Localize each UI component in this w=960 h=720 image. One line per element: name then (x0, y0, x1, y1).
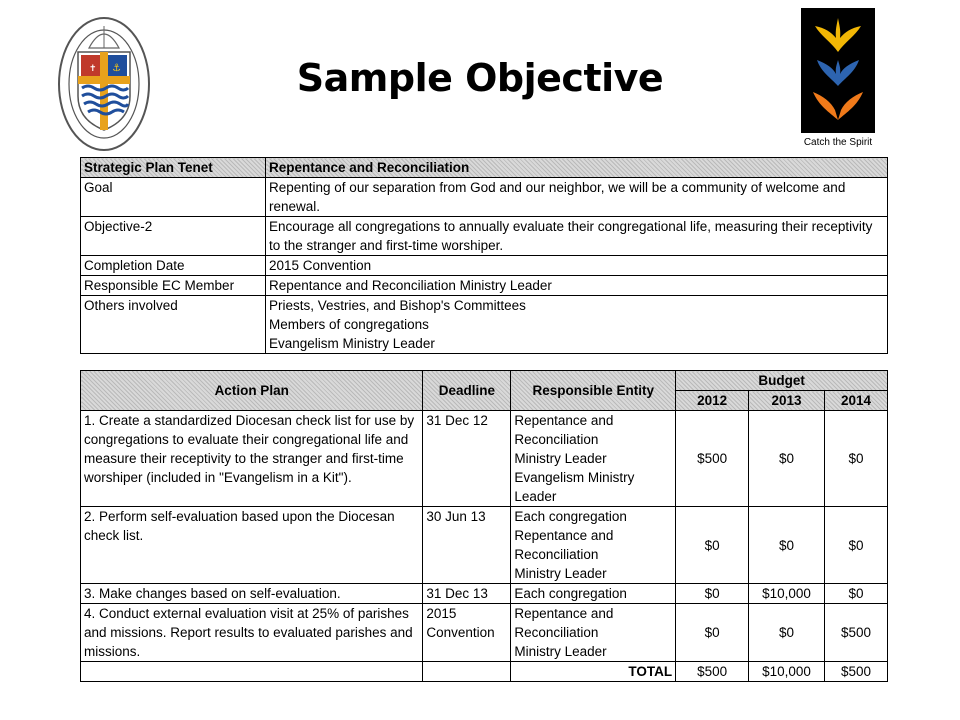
responsible-entity-cell: Each congregation (511, 584, 676, 604)
budget-cell: $0 (749, 507, 825, 584)
total-2012: $500 (676, 662, 749, 682)
header-tenet-label: Strategic Plan Tenet (81, 158, 266, 178)
others-involved-line: Priests, Vestries, and Bishop's Committees (269, 298, 526, 313)
logo-caption: Catch the Spirit (803, 137, 873, 148)
svg-text:⚓: ⚓ (112, 63, 121, 74)
action-plan-cell: 3. Make changes based on self-evaluation. (81, 584, 423, 604)
others-involved-label: Others involved (81, 296, 266, 354)
others-involved-line: Evangelism Ministry Leader (269, 336, 435, 351)
budget-cell: $0 (676, 507, 749, 584)
table-row (81, 296, 888, 354)
action-plan-cell: 1. Create a standardized Diocesan check list for use by congregations to evaluate their congregational life and measure their receptivity to the stranger and first-time worshiper (included in "Evangelism in a Kit"). (81, 411, 423, 507)
header-year-2013: 2013 (749, 391, 825, 411)
empty-cell (423, 662, 511, 682)
responsible-entity-cell (511, 604, 676, 662)
deadline-cell: 31 Dec 12 (423, 411, 511, 507)
total-2014: $500 (825, 662, 888, 682)
objective-value: Encourage all congregations to annually evaluate their congregational life, measuring their receptivity to the stranger and first-time worshiper. (266, 217, 888, 256)
goal-label: Goal (81, 178, 266, 217)
table-row (81, 604, 888, 662)
table-header-row (81, 158, 888, 178)
header-action-plan: Action Plan (81, 371, 423, 411)
entity-line: Repentance and Reconciliation (514, 528, 614, 562)
page-title: Sample Objective (296, 56, 664, 100)
header-year-2014: 2014 (825, 391, 888, 411)
action-plan-table (80, 370, 888, 682)
strategic-plan-table (80, 157, 888, 354)
budget-cell: $0 (676, 604, 749, 662)
budget-cell: $0 (749, 604, 825, 662)
total-2013: $10,000 (749, 662, 825, 682)
budget-cell: $500 (825, 604, 888, 662)
responsible-member-value: Repentance and Reconciliation Ministry Leader (266, 276, 888, 296)
total-row (81, 662, 888, 682)
header-year-2012: 2012 (676, 391, 749, 411)
header-budget: Budget (676, 371, 888, 391)
deadline-cell: 2015 Convention (423, 604, 511, 662)
table-header-row (81, 371, 888, 391)
budget-cell: $500 (676, 411, 749, 507)
entity-line: Ministry Leader (514, 566, 607, 581)
action-plan-cell: 4. Conduct external evaluation visit at 25% of parishes and missions. Report results to evaluated parishes and missions. (81, 604, 423, 662)
responsible-member-label: Responsible EC Member (81, 276, 266, 296)
budget-cell: $10,000 (749, 584, 825, 604)
total-label: TOTAL (511, 662, 676, 682)
deadline-cell: 30 Jun 13 (423, 507, 511, 584)
entity-line: Repentance and Reconciliation (514, 413, 614, 447)
table-row (81, 276, 888, 296)
responsible-entity-cell (511, 507, 676, 584)
objective-label: Objective-2 (81, 217, 266, 256)
budget-cell: $0 (825, 411, 888, 507)
table-row (81, 217, 888, 256)
responsible-entity-cell (511, 411, 676, 507)
header-tenet-value: Repentance and Reconciliation (266, 158, 888, 178)
budget-cell: $0 (825, 507, 888, 584)
others-involved-value (266, 296, 888, 354)
svg-text:✝: ✝ (89, 64, 97, 74)
entity-line: Ministry Leader (514, 451, 607, 466)
table-row (81, 256, 888, 276)
completion-date-label: Completion Date (81, 256, 266, 276)
budget-cell: $0 (749, 411, 825, 507)
table-row (81, 411, 888, 507)
completion-date-value: 2015 Convention (266, 256, 888, 276)
goal-value: Repenting of our separation from God and our neighbor, we will be a community of welcome and renewal. (266, 178, 888, 217)
others-involved-line: Members of congregations (269, 317, 429, 332)
header-responsible-entity: Responsible Entity (511, 371, 676, 411)
budget-cell: $0 (676, 584, 749, 604)
header-deadline: Deadline (423, 371, 511, 411)
table-row (81, 584, 888, 604)
entity-line: Each congregation (514, 509, 627, 524)
entity-line: Repentance and Reconciliation (514, 606, 614, 640)
entity-line: Ministry Leader (514, 644, 607, 659)
budget-cell: $0 (825, 584, 888, 604)
entity-line: Evangelism Ministry Leader (514, 470, 635, 504)
table-row (81, 178, 888, 217)
catch-the-spirit-logo (801, 8, 875, 133)
deadline-cell: 31 Dec 13 (423, 584, 511, 604)
table-row (81, 507, 888, 584)
empty-cell (81, 662, 423, 682)
action-plan-cell: 2. Perform self-evaluation based upon the Diocesan check list. (81, 507, 423, 584)
